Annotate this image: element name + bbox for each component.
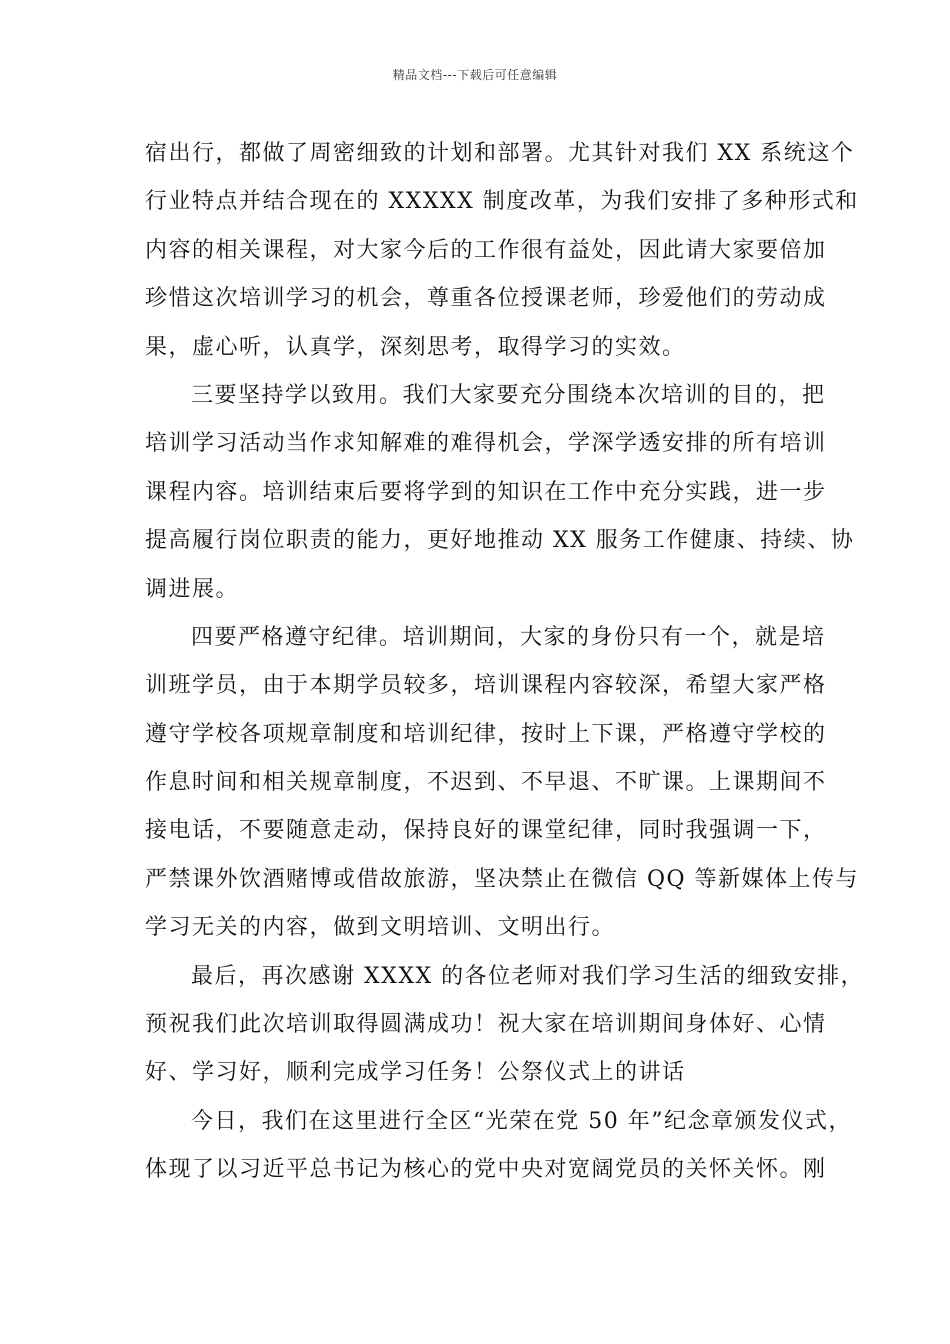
text-line: 预祝我们此次培训取得圆满成功！祝大家在培训期间身体好、心情 [145,1012,827,1038]
paragraph-start-line: 三要坚持学以致用。我们大家要充分围绕本次培训的目的，把 [191,382,826,408]
text-line: 作息时间和相关规章制度，不迟到、不早退、不旷课。上课期间不 [145,770,827,796]
text-line: 行业特点并结合现在的 XXXXX 制度改革，为我们安排了多种形式和 [145,189,859,215]
paragraph-start-line: 四要严格遵守纪律。培训期间，大家的身份只有一个，就是培 [191,624,826,650]
text-line: 遵守学校各项规章制度和培训纪律，按时上下课，严格遵守学校的 [145,721,827,747]
text-line: 体现了以习近平总书记为核心的党中央对宽阔党员的关怀关怀。刚 [145,1157,827,1183]
text-line: 培训学习活动当作求知解难的难得机会，学深学透安排的所有培训 [145,431,827,457]
text-line: 好、学习好，顺利完成学习任务！公祭仪式上的讲话 [145,1060,686,1086]
text-line: 接电话，不要随意走动，保持良好的课堂纪律，同时我强调一下， [145,818,827,844]
text-line: 严禁课外饮酒赌博或借故旅游，坚决禁止在微信 QQ 等新媒体上传与 [145,866,860,892]
paragraph-start-line: 最后，再次感谢 XXXX 的各位老师对我们学习生活的细致安排， [191,963,865,989]
text-line: 内容的相关课程，对大家今后的工作很有益处，因此请大家要倍加 [145,237,827,263]
page-header: 精品文档---下载后可任意编辑 [392,68,558,82]
text-line: 珍惜这次培训学习的机会，尊重各位授课老师，珍爱他们的劳动成 [145,286,827,312]
text-line: 训班学员，由于本期学员较多，培训课程内容较深，希望大家严格 [145,673,827,699]
text-line: 课程内容。培训结束后要将学到的知识在工作中充分实践，进一步 [145,479,827,505]
text-line: 学习无关的内容，做到文明培训、文明出行。 [145,915,616,941]
text-line: 调进展。 [145,576,240,602]
paragraph-start-line: 今日，我们在这里进行全区“光荣在党 50 年”纪念章颁发仪式， [191,1108,852,1134]
document-body [145,130,865,1195]
text-line: 提高履行岗位职责的能力，更好地推动 XX 服务工作健康、持续、协 [145,528,855,554]
text-line: 宿出行，都做了周密细致的计划和部署。尤其针对我们 XX 系统这个 [145,141,855,166]
text-line: 果，虚心听，认真学，深刻思考，取得学习的实效。 [145,334,686,360]
